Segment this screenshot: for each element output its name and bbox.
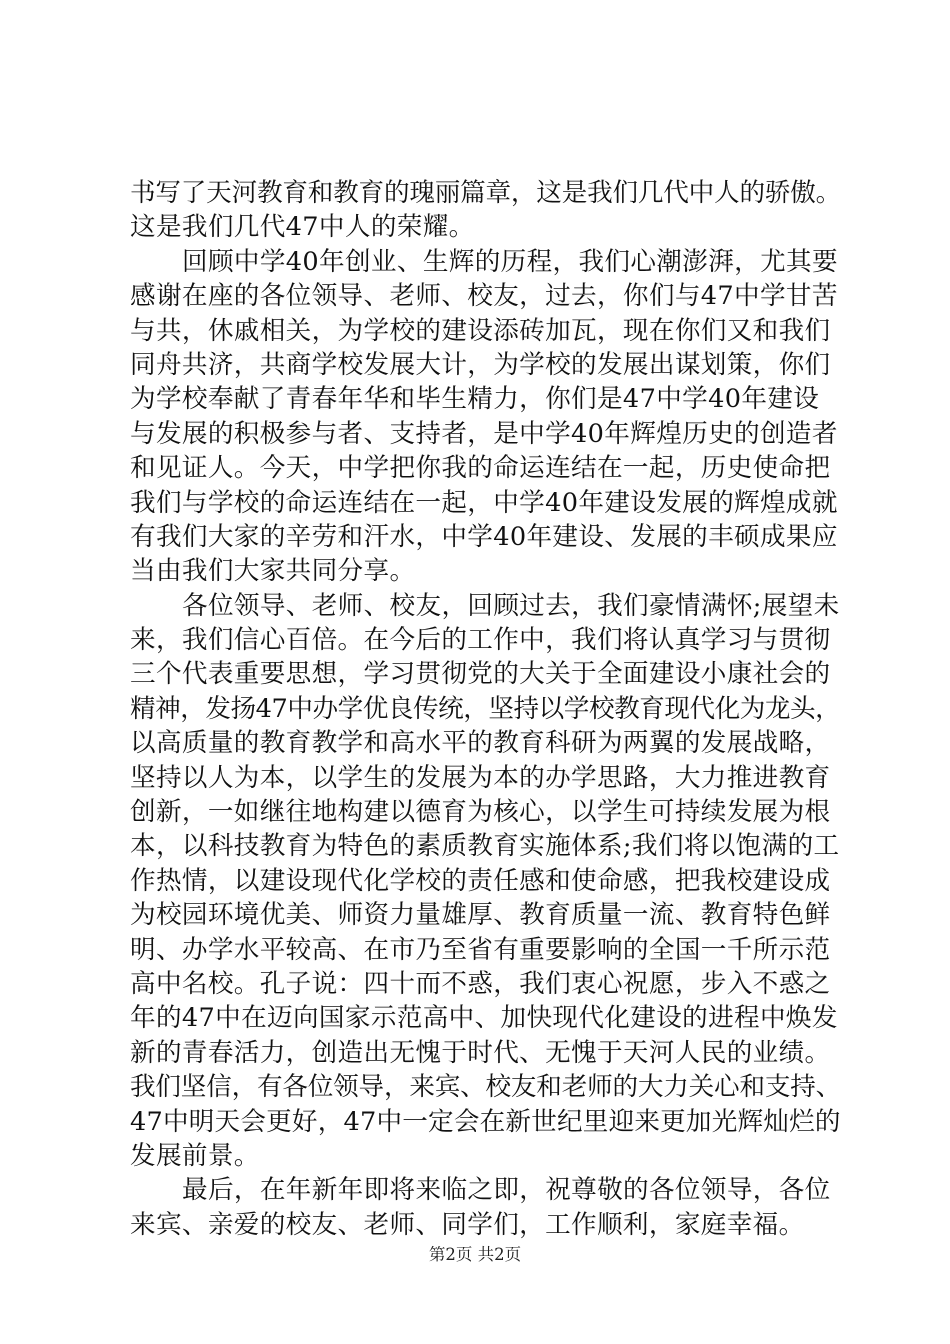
- text-line: 年的47中在迈向国家示范高中、加快现代化建设的进程中焕发: [130, 1003, 838, 1034]
- text-line: 来宾、亲爱的校友、老师、同学们，工作顺利，家庭幸福。: [130, 1209, 805, 1240]
- text-line: 当由我们大家共同分享。: [130, 556, 416, 587]
- text-line: 创新，一如继往地构建以德育为核心，以学生可持续发展为根: [130, 797, 831, 828]
- text-line: 各位领导、老师、校友，回顾过去，我们豪情满怀;展望未: [182, 590, 840, 621]
- text-line: 精神，发扬47中办学优良传统，坚持以学校教育现代化为龙头，: [130, 693, 841, 724]
- text-line: 47中明天会更好，47中一定会在新世纪里迎来更加光辉灿烂的: [130, 1106, 841, 1137]
- text-line: 同舟共济，共商学校发展大计，为学校的发展出谋划策，你们: [130, 349, 831, 380]
- text-line: 感谢在座的各位领导、老师、校友，过去，你们与47中学甘苦: [130, 281, 838, 312]
- text-line: 我们坚信，有各位领导，来宾、校友和老师的大力关心和支持、: [130, 1072, 842, 1103]
- text-line: 与发展的积极参与者、支持者，是中学40年辉煌历史的创造者: [130, 418, 838, 449]
- text-line: 为学校奉献了青春年华和毕生精力，你们是47中学40年建设: [130, 384, 820, 415]
- text-line: 发展前景。: [130, 1140, 260, 1171]
- text-line: 最后，在年新年即将来临之即，祝尊敬的各位领导，各位: [182, 1175, 831, 1206]
- text-line: 明、办学水平较高、在市乃至省有重要影响的全国一千所示范: [130, 934, 831, 965]
- text-line: 来，我们信心百倍。在今后的工作中，我们将认真学习与贯彻: [130, 625, 831, 656]
- text-line: 三个代表重要思想，学习贯彻党的大关于全面建设小康社会的: [130, 659, 831, 690]
- text-line: 本，以科技教育为特色的素质教育实施体系;我们将以饱满的工: [130, 831, 840, 862]
- text-line: 和见证人。今天，中学把你我的命运连结在一起，历史使命把: [130, 453, 831, 484]
- document-body: [130, 176, 842, 1242]
- text-line: 以高质量的教育教学和高水平的教育科研为两翼的发展战略，: [130, 728, 831, 759]
- text-line: 作热情，以建设现代化学校的责任感和使命感，把我校建设成: [130, 865, 831, 896]
- text-line: 高中名校。孔子说：四十而不惑，我们衷心祝愿，步入不惑之: [130, 968, 831, 999]
- text-line: 为校园环境优美、师资力量雄厚、教育质量一流、教育特色鲜: [130, 900, 831, 931]
- text-line: 有我们大家的辛劳和汗水，中学40年建设、发展的丰硕成果应: [130, 521, 838, 552]
- page-footer: 第2页 共2页: [428, 1245, 522, 1264]
- text-line: 与共，休戚相关，为学校的建设添砖加瓦，现在你们又和我们: [130, 315, 831, 346]
- text-line: 新的青春活力，创造出无愧于时代、无愧于天河人民的业绩。: [130, 1037, 831, 1068]
- text-line: 回顾中学40年创业、生辉的历程，我们心潮澎湃，尤其要: [182, 246, 838, 277]
- text-line: 这是我们几代47中人的荣耀。: [130, 212, 475, 243]
- text-line: 坚持以人为本，以学生的发展为本的办学思路，大力推进教育: [130, 762, 831, 793]
- text-line: 书写了天河教育和教育的瑰丽篇章，这是我们几代中人的骄傲。: [130, 178, 842, 208]
- text-line: 我们与学校的命运连结在一起，中学40年建设发展的辉煌成就: [130, 487, 838, 518]
